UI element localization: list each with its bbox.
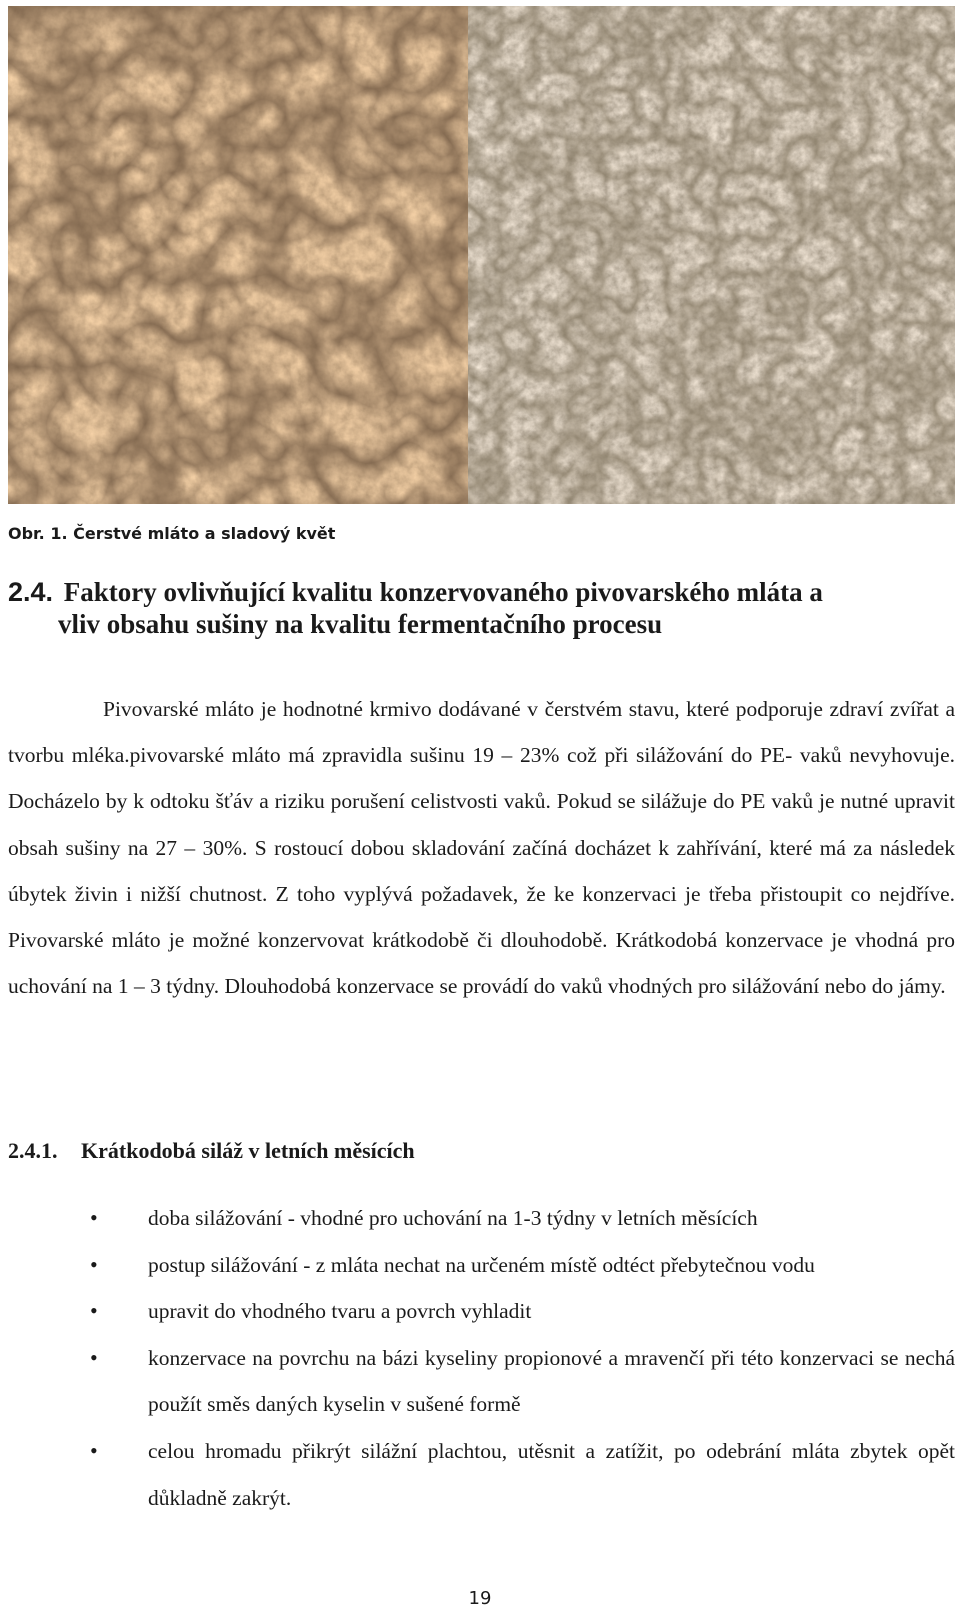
figure-photos — [8, 6, 955, 504]
bullet-icon: • — [90, 1437, 98, 1463]
subsection-title: Krátkodobá siláž v letních měsících — [81, 1138, 415, 1163]
figure-caption: Obr. 1. Čerstvé mláto a sladový květ — [8, 524, 336, 543]
list-item-text: celou hromadu přikrýt silážní plachtou, utěsnit a zatížit, po odebrání mláta zbytek opět důkladně zakrýt. — [148, 1438, 955, 1510]
section-title-line1: Faktory ovlivňující kvalitu konzervovaného pivovarského mláta a — [63, 577, 823, 607]
section-title-line2: vliv obsahu sušiny na kvalitu fermentačního procesu — [58, 609, 663, 639]
list-item-text: doba silážování - vhodné pro uchování na 1-3 týdny v letních měsících — [148, 1206, 758, 1230]
page-number: 19 — [468, 1588, 492, 1609]
subsection-heading — [8, 1138, 415, 1164]
bullet-icon: • — [90, 1251, 98, 1277]
malt-bloom-photo — [468, 6, 955, 504]
list-item — [8, 1335, 955, 1428]
bullet-icon: • — [90, 1298, 98, 1324]
bullet-list — [8, 1195, 955, 1521]
list-item-text: postup silážování - z mláta nechat na určeném místě odtéct přebytečnou vodu — [148, 1252, 815, 1277]
subsection-number: 2.4.1. — [8, 1138, 58, 1163]
list-item-text: konzervace na povrchu na bázi kyseliny propionové a mravenčí při této konzervaci se nechá použít směs daných kyselin v sušené formě — [148, 1345, 955, 1417]
section-number: 2.4. — [8, 577, 54, 607]
list-item — [8, 1195, 955, 1242]
list-item — [8, 1288, 955, 1335]
section-heading — [8, 576, 955, 640]
bullet-icon: • — [90, 1205, 98, 1230]
list-item-text: upravit do vhodného tvaru a povrch vyhladit — [148, 1299, 532, 1324]
list-item — [8, 1428, 955, 1521]
list-item — [8, 1242, 955, 1289]
fresh-brewers-grain-photo — [8, 6, 468, 504]
bullet-icon: • — [90, 1344, 98, 1370]
body-paragraph: Pivovarské mláto je hodnotné krmivo dodávané v čerstvém stavu, které podporuje zdraví zvířat a tvorbu mléka.pivovarské mláto má zpravidla sušinu 19 – 23% což při silážování do PE- vaků nevyhovuje. Docházelo by k odtoku šťáv a riziku porušení celistvosti vaků. Pokud se silážuje do PE vaků je nutné upravit obsah sušiny na 27 – 30%. S rostoucí dobou skladování začíná docházet k zahřívání, které má za následek úbytek živin i nižší chutnost. Z toho vyplývá požadavek, že ke konzervaci je třeba přistoupit co nejdříve. Pivovarské mláto je možné konzervovat krátkodobě či dlouhodobě. Krátkodobá konzervace je vhodná pro uchování na 1 – 3 týdny. Dlouhodobá konzervace se provádí do vaků vhodných pro silážování nebo do jámy. — [8, 697, 955, 999]
